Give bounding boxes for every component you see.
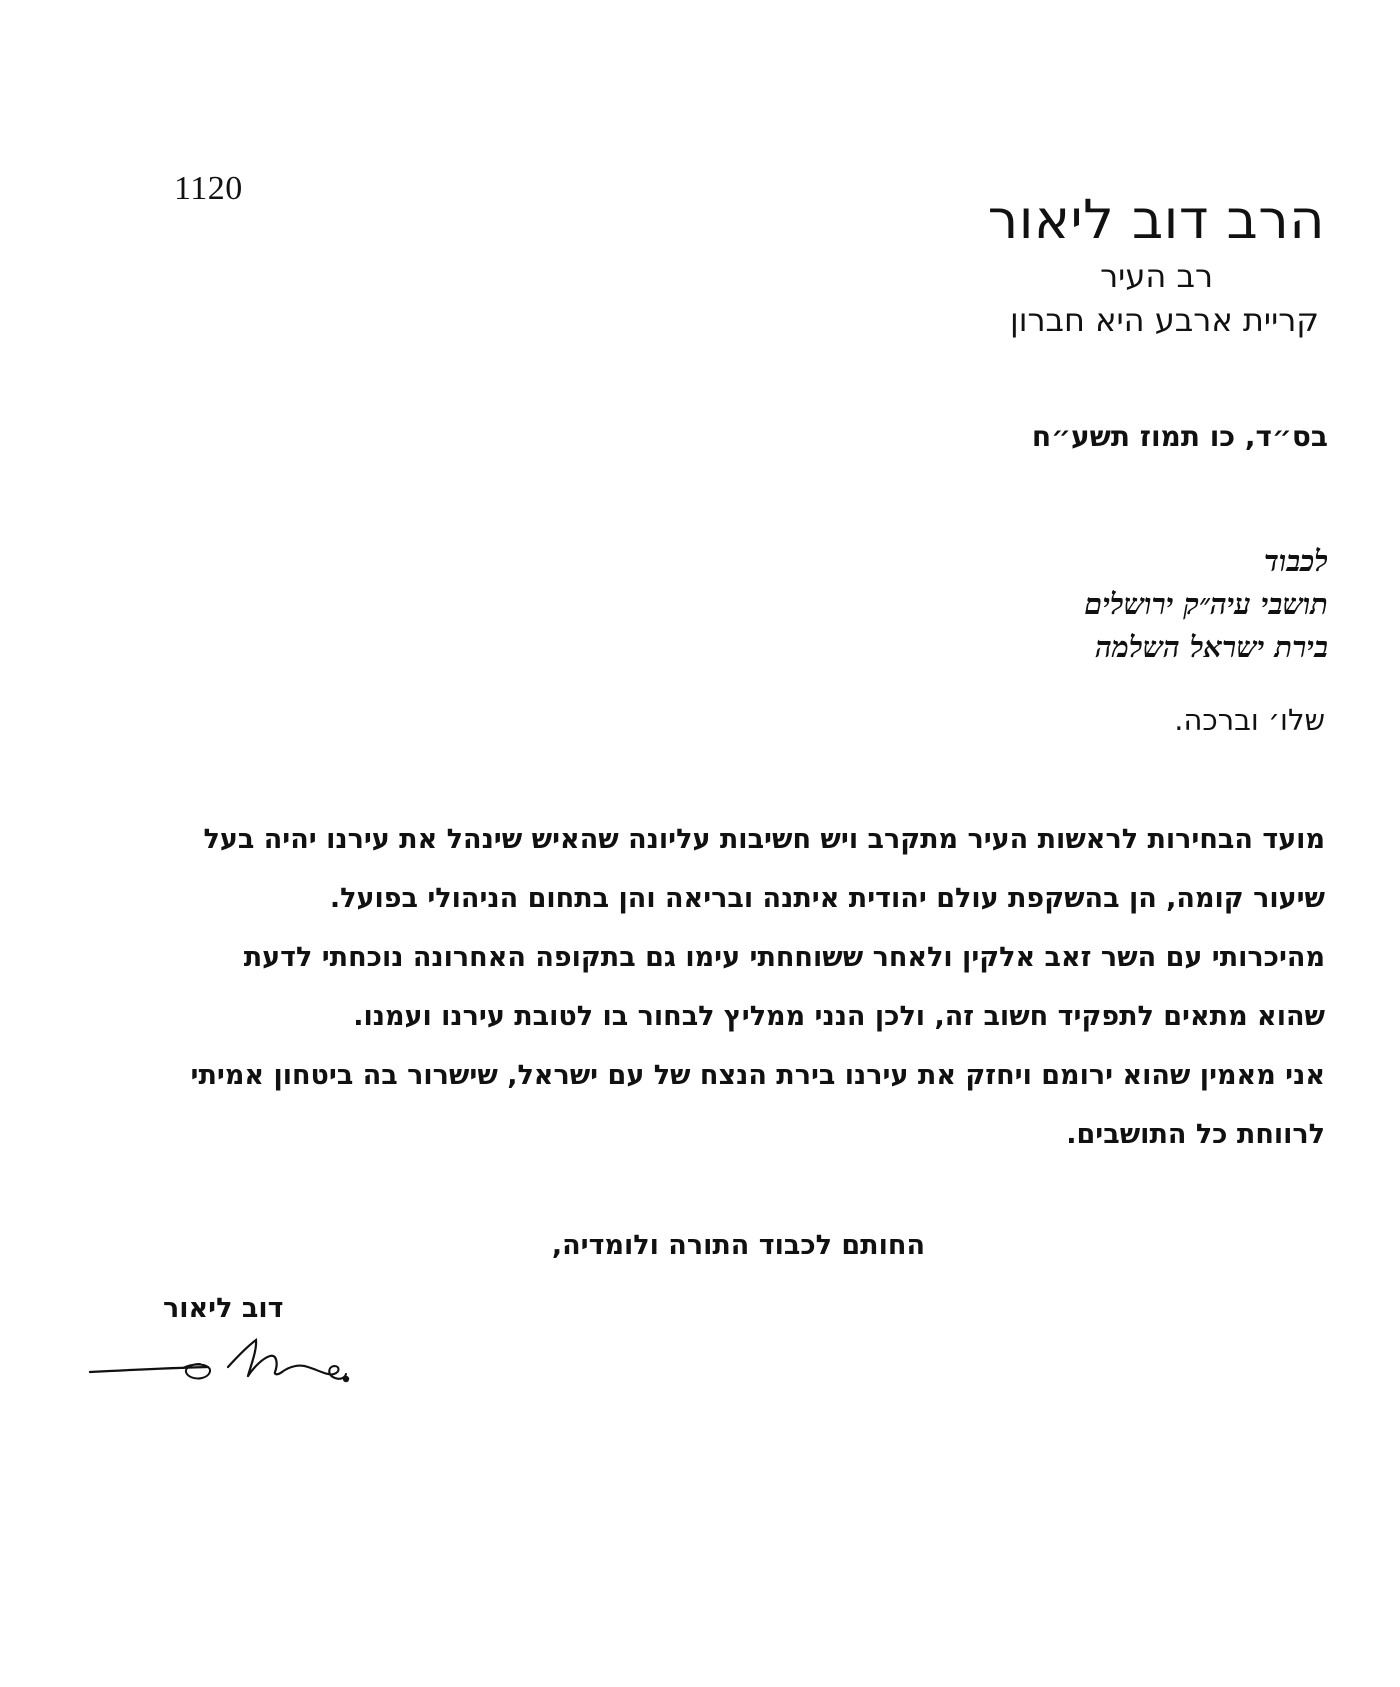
closing-line: החותם לכבוד התורה ולומדיה,: [551, 1230, 925, 1261]
body-line: לרווחת כל התושבים.: [1066, 1119, 1325, 1150]
letterhead-title: רב העיר: [1100, 257, 1213, 295]
letterhead: [988, 188, 1325, 340]
signer-name: דוב ליאור: [163, 1293, 284, 1324]
letterhead-city: קריית ארבע היא חברון: [1010, 301, 1319, 339]
handwritten-signature: [88, 1330, 368, 1410]
addressee-line: בירת ישראל השלמה: [1095, 630, 1328, 664]
addressee-line: לכבוד: [1263, 544, 1328, 578]
addressee-line: תושבי עיה״ק ירושלים: [1084, 587, 1328, 621]
body-line: מועד הבחירות לראשות העיר מתקרב ויש חשיבות עליונה שהאיש שינהל את עירנו יהיה בעל: [203, 824, 1325, 855]
body-line: שהוא מתאים לתפקיד חשוב זה, ולכן הנני ממליץ לבחור בו לטובת עירנו ועמנו.: [353, 1001, 1325, 1032]
greeting: שלו׳ וברכה.: [1174, 703, 1325, 737]
document-number: 1120: [174, 170, 243, 207]
addressee-block: [1084, 540, 1328, 669]
letterhead-name: הרב דוב ליאור: [987, 188, 1325, 251]
body-line: אני מאמין שהוא ירומם ויחזק את עירנו בירת הנצח של עם ישראל, שישרור בה ביטחון אמיתי: [190, 1060, 1325, 1091]
date-line: בס״ד, כו תמוז תשע״ח: [1031, 420, 1328, 453]
letter-body: [165, 810, 1325, 1164]
body-line: שיעור קומה, הן בהשקפת עולם יהודית איתנה ובריאה והן בתחום הניהולי בפועל.: [329, 883, 1325, 914]
body-line: מהיכרותי עם השר זאב אלקין ולאחר ששוחחתי עימו גם בתקופה האחרונה נוכחתי לדעת: [243, 942, 1325, 973]
